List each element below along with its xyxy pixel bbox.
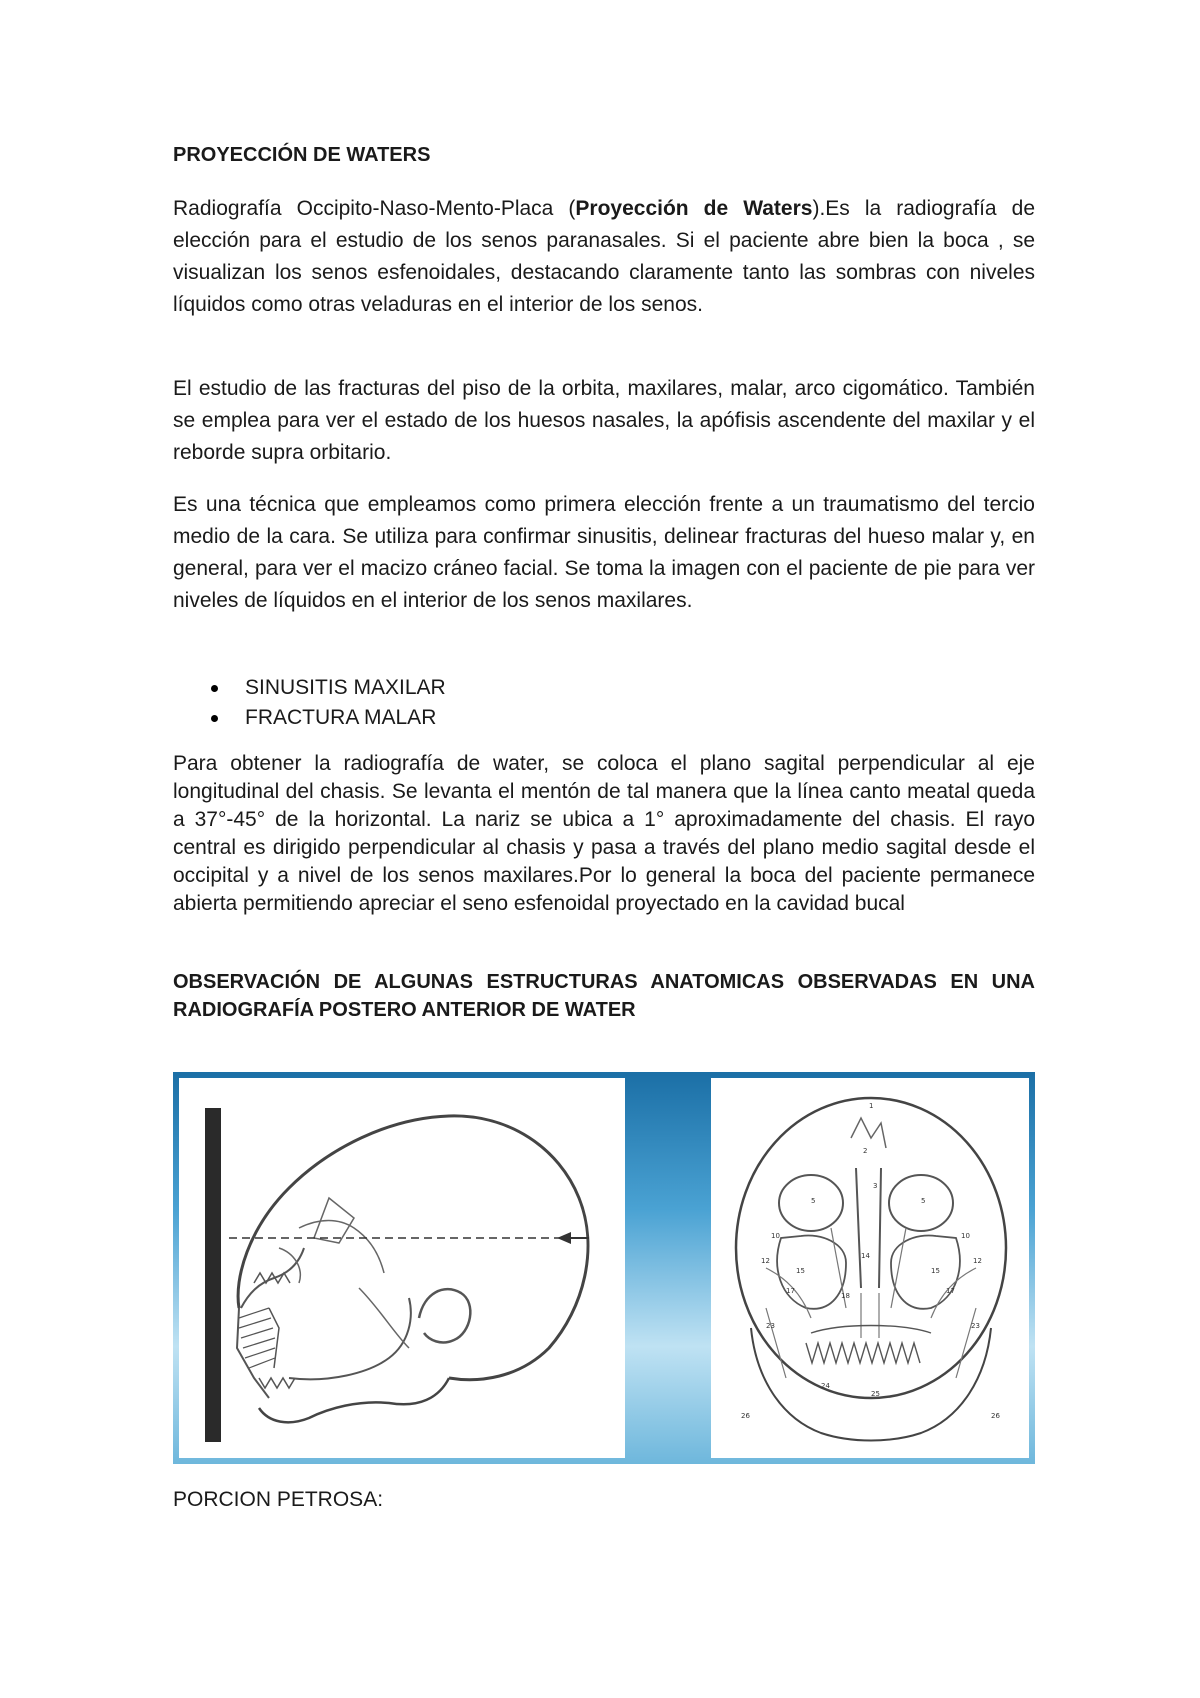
- frontal-skull-diagram: [711, 1078, 1029, 1458]
- svg-text:1: 1: [869, 1102, 874, 1110]
- waters-projection-figure: [173, 1072, 1035, 1464]
- svg-text:12: 12: [761, 1257, 770, 1265]
- paragraph-fractures: El estudio de las fracturas del piso de la orbita, maxilares, malar, arco cigomático. También se emplea para ver el estado de los huesos nasales, la apófisis ascendente del maxilar y el reborde supra orbitario.: [173, 377, 1035, 464]
- svg-text:10: 10: [771, 1232, 780, 1240]
- svg-text:23: 23: [971, 1322, 980, 1330]
- svg-text:5: 5: [811, 1197, 816, 1205]
- list-item-label: SINUSITIS MAXILAR: [245, 676, 446, 699]
- paragraph-intro-prefix: Radiografía Occipito-Naso-Mento-Placa (: [173, 197, 576, 220]
- paragraph-intro: [173, 193, 1035, 321]
- section-heading: OBSERVACIÓN DE ALGUNAS ESTRUCTURAS ANATOMICAS OBSERVADAS EN UNA RADIOGRAFÍA POSTERO ANTERIOR DE WATER: [173, 971, 1035, 1021]
- paragraph-technique: Es una técnica que empleamos como primera elección frente a un traumatismo del tercio medio de la cara. Se utiliza para confirmar sinusitis, delinear fracturas del hueso malar y, en general, para ver el macizo cráneo facial. Se toma la imagen con el paciente de pie para ver niveles de líquidos en el interior de los senos maxilares.: [173, 493, 1035, 612]
- svg-text:3: 3: [873, 1182, 878, 1190]
- svg-text:2: 2: [863, 1147, 868, 1155]
- indications-list: [173, 673, 446, 733]
- svg-text:17: 17: [946, 1287, 955, 1295]
- svg-text:17: 17: [786, 1287, 795, 1295]
- svg-text:26: 26: [991, 1412, 1000, 1420]
- document-title: PROYECCIÓN DE WATERS: [173, 144, 431, 166]
- bottom-caption: PORCION PETROSA:: [173, 1488, 384, 1511]
- svg-text:12: 12: [973, 1257, 982, 1265]
- svg-text:5: 5: [921, 1197, 926, 1205]
- list-item: [173, 703, 446, 733]
- svg-text:23: 23: [766, 1322, 775, 1330]
- bullet-icon: [211, 685, 218, 692]
- frontal-skull-panel: [711, 1078, 1029, 1458]
- svg-text:14: 14: [861, 1252, 870, 1260]
- svg-text:18: 18: [841, 1292, 850, 1300]
- svg-text:24: 24: [821, 1382, 830, 1390]
- list-item: [173, 673, 446, 703]
- svg-text:10: 10: [961, 1232, 970, 1240]
- lateral-skull-diagram: [179, 1078, 625, 1458]
- paragraph-intro-suffix: ).Es la radiografía de elección para el estudio de los senos paranasales. Si el paciente abre bien la boca , se visualizan los senos esfenoidales, destacando claramente tanto las sombras con niveles líquidos como otras veladuras en el interior de los senos.: [173, 197, 1035, 316]
- svg-text:15: 15: [931, 1267, 940, 1275]
- svg-text:15: 15: [796, 1267, 805, 1275]
- list-item-label: FRACTURA MALAR: [245, 706, 437, 729]
- paragraph-positioning: Para obtener la radiografía de water, se coloca el plano sagital perpendicular al eje longitudinal del chasis. Se levanta el mentón de tal manera que la línea canto meatal queda a 37°-45° de la horizontal. La nariz se ubica a 1° aproximadamente del chasis. El rayo central es dirigido perpendicular al chasis y pasa a través del plano medio sagital desde el occipital y a nivel de los senos maxilares.Por lo general la boca del paciente permanece abierta permitiendo apreciar el seno esfenoidal proyectado en la cavidad bucal: [173, 752, 1035, 915]
- svg-text:25: 25: [871, 1390, 880, 1398]
- svg-text:26: 26: [741, 1412, 750, 1420]
- paragraph-intro-bold: Proyección de Waters: [575, 197, 813, 220]
- bullet-icon: [211, 715, 218, 722]
- lateral-skull-panel: [179, 1078, 625, 1458]
